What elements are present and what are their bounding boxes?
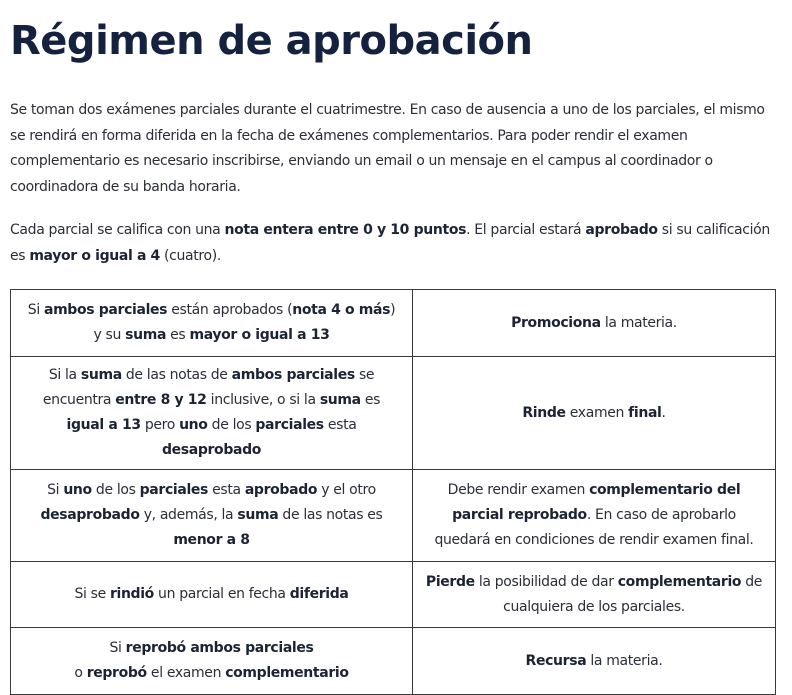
bold-text: nota entera entre 0 y 10 puntos	[224, 222, 467, 239]
bold-text: diferida	[289, 586, 349, 602]
bold-text: mayor o igual a 13	[189, 327, 330, 343]
text: (cuatro).	[159, 247, 221, 264]
bold-text: nota 4 o más	[292, 302, 391, 318]
condition-cell	[11, 290, 413, 357]
grading-paragraph	[10, 218, 780, 269]
bold-text: suma	[125, 327, 167, 343]
text: Si	[109, 640, 126, 656]
text: la materia.	[586, 652, 663, 669]
result-cell	[413, 628, 776, 695]
table-row	[11, 562, 776, 628]
text: es	[166, 327, 190, 343]
bold-text: reprobó ambos parciales	[125, 640, 314, 656]
text: examen	[565, 404, 629, 421]
text: Cada parcial se califica con una	[10, 222, 225, 239]
table-row	[11, 628, 776, 695]
condition-cell	[11, 357, 413, 470]
table-row	[11, 357, 776, 470]
text: la materia.	[600, 314, 677, 331]
text: y, además, la	[139, 507, 238, 523]
bold-text: aprobado	[244, 482, 318, 498]
bold-text: reprobó	[86, 665, 147, 681]
result-cell	[413, 357, 776, 470]
bold-text: complementario	[225, 665, 349, 681]
text: Si la	[48, 367, 81, 383]
bold-text: uno	[179, 417, 208, 433]
text: ) y su	[93, 302, 396, 343]
text: o	[74, 665, 87, 681]
text: de los	[91, 482, 140, 498]
text: . En caso de aprobarlo quedará en condiciones de rendir examen final.	[434, 507, 754, 548]
bold-text: mayor o igual a 4	[29, 247, 160, 264]
result-cell	[413, 290, 776, 357]
bold-text: complementario	[617, 573, 742, 590]
condition-cell	[11, 562, 413, 628]
bold-text: ambos parciales	[231, 367, 355, 383]
bold-text: desaprobado	[161, 442, 262, 458]
bold-text: Recursa	[525, 652, 587, 669]
text: esta	[323, 417, 357, 433]
text: se encuentra	[42, 367, 375, 408]
text: de cualquiera de los parciales.	[503, 573, 763, 615]
text: si su calificación es	[10, 222, 770, 264]
text: de las notas de	[121, 367, 232, 383]
text: un parcial en fecha	[153, 586, 290, 602]
text: . El parcial estará	[466, 222, 586, 239]
table-row	[11, 470, 776, 562]
text: de los	[207, 417, 256, 433]
text: es	[360, 392, 381, 408]
text: Si	[47, 482, 64, 498]
bold-text: final	[628, 404, 662, 421]
page	[0, 0, 792, 270]
text: el examen	[146, 665, 226, 681]
result-cell	[413, 562, 776, 628]
text: de las notas es	[278, 507, 383, 523]
bold-text: entre 8 y 12	[115, 392, 207, 408]
text: .	[661, 404, 666, 421]
table-row	[11, 290, 776, 357]
bold-text: Pierde	[425, 573, 475, 590]
text: la posibilidad de dar	[474, 573, 618, 590]
bold-text: rindió	[109, 586, 154, 602]
bold-text: uno	[63, 482, 92, 498]
bold-text: suma	[319, 392, 361, 408]
bold-text: parciales	[139, 482, 209, 498]
text: están aprobados (	[167, 302, 293, 318]
bold-text: parciales	[255, 417, 324, 433]
text: inclusive, o si la	[206, 392, 320, 408]
bold-text: suma	[80, 367, 122, 383]
intro-paragraph: Se toman dos exámenes parciales durante el cuatrimestre. En caso de ausencia a uno de los parciales, el mismo se rendirá en forma diferida en la fecha de exámenes complementarios. Para poder rendir el examen complementario es necesario inscribirse, enviando un email o un mensaje en el campus al coordinador o coordinadora de su banda horaria.	[10, 102, 765, 195]
result-cell	[413, 470, 776, 562]
bold-text: suma	[237, 507, 279, 523]
text: esta	[208, 482, 245, 498]
condition-cell	[11, 470, 413, 562]
condition-cell	[11, 628, 413, 695]
bold-text: ambos parciales	[43, 302, 168, 318]
page-title: Régimen de aprobación	[10, 18, 533, 64]
text: Debe rendir examen	[447, 482, 590, 498]
text: y el otro	[317, 482, 376, 498]
bold-text: igual a 13	[66, 417, 141, 433]
text: pero	[140, 417, 180, 433]
text: Si	[27, 302, 44, 318]
bold-text: aprobado	[585, 222, 658, 239]
bold-text: desaprobado	[40, 507, 140, 523]
bold-text: Rinde	[522, 404, 566, 421]
bold-text: Promociona	[511, 314, 601, 331]
text: Si se	[74, 586, 110, 602]
bold-text: complementario del parcial reprobado	[452, 482, 741, 523]
bold-text: menor a 8	[173, 532, 250, 548]
approval-table	[10, 289, 776, 695]
